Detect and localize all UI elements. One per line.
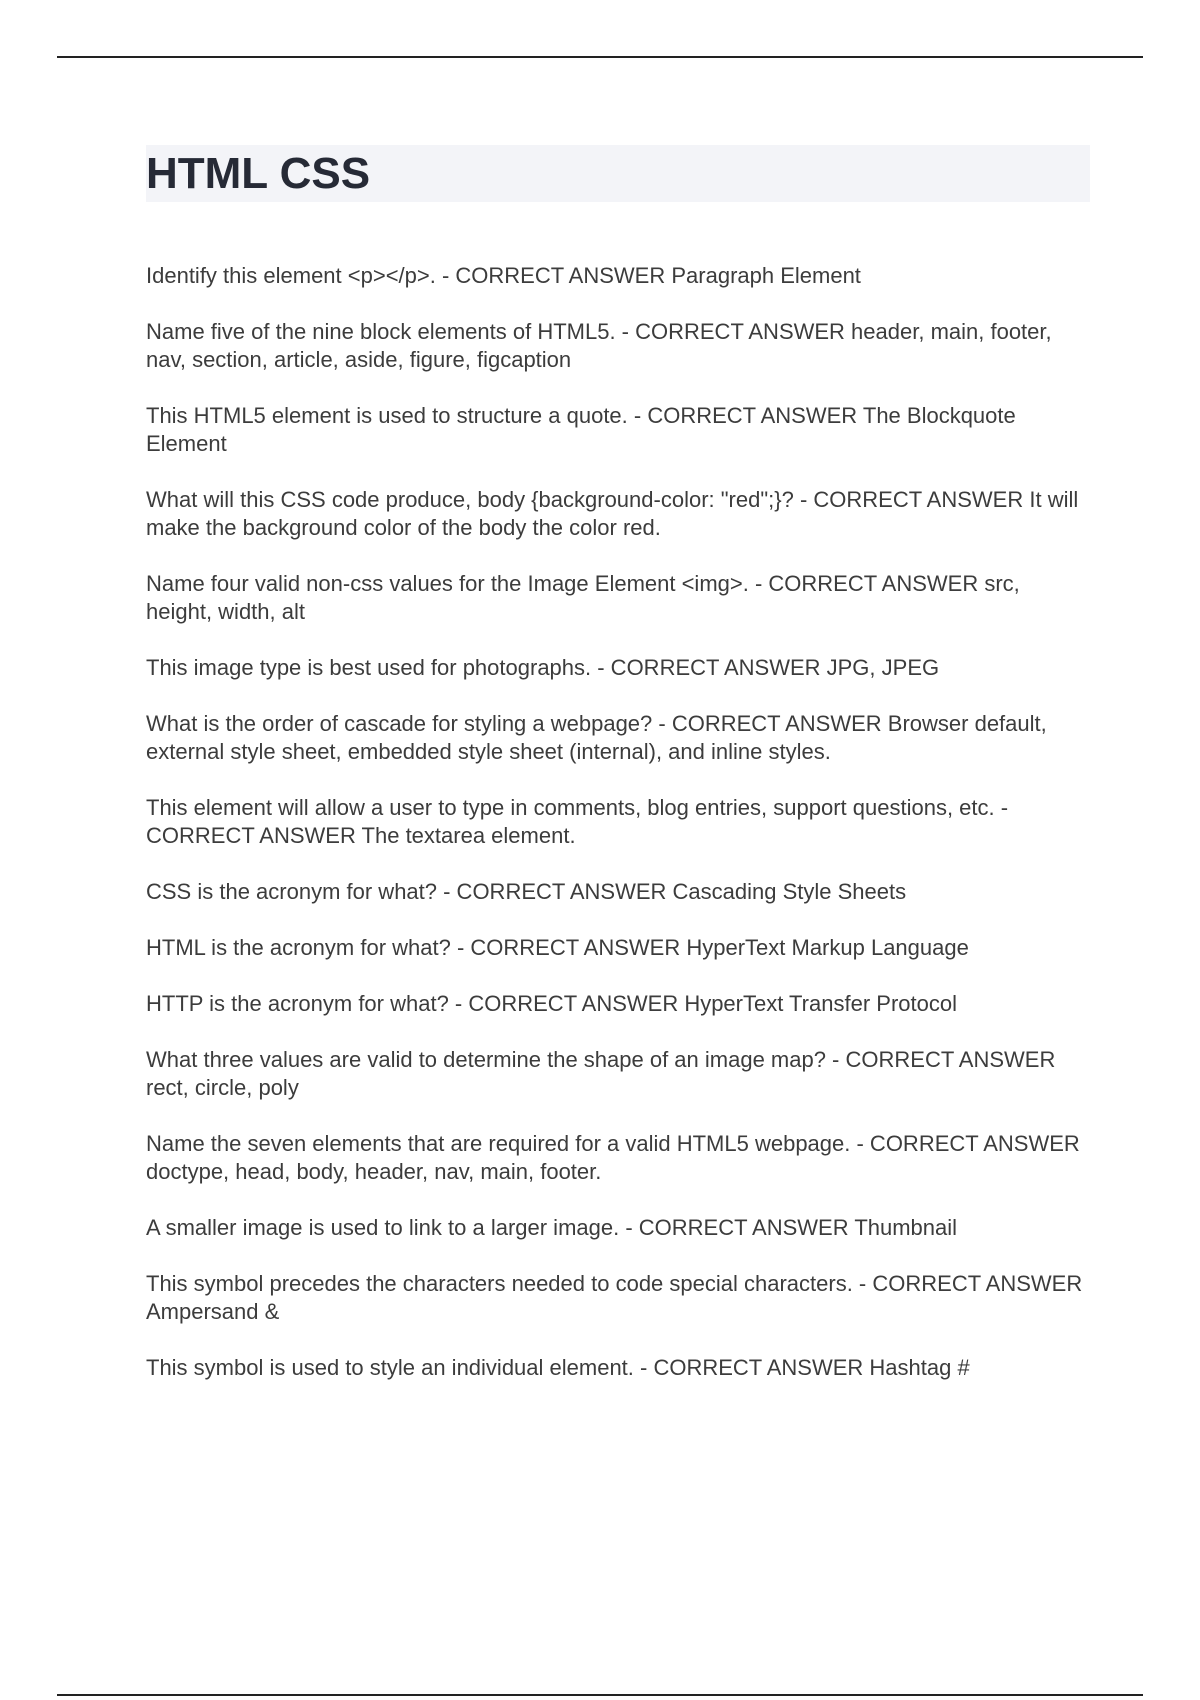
- qa-item: CSS is the acronym for what? - CORRECT ANSWER Cascading Style Sheets: [146, 879, 907, 904]
- qa-item: This image type is best used for photographs. - CORRECT ANSWER JPG, JPEG: [146, 655, 940, 680]
- qa-item: This HTML5 element is used to structure a quote. - CORRECT ANSWER The Blockquote Element: [146, 403, 1022, 456]
- qa-item: HTML is the acronym for what? - CORRECT ANSWER HyperText Markup Language: [146, 935, 969, 960]
- bottom-rule: [57, 1694, 1143, 1696]
- qa-item: This symbol is used to style an individual element. - CORRECT ANSWER Hashtag #: [146, 1355, 970, 1380]
- qa-item: What will this CSS code produce, body {background-color: "red";}? - CORRECT ANSWER It will make the background color of the body the color red.: [146, 487, 1085, 540]
- top-rule: [57, 56, 1143, 58]
- qa-item: A smaller image is used to link to a larger image. - CORRECT ANSWER Thumbnail: [146, 1215, 958, 1240]
- qa-item: Name four valid non-css values for the Image Element <img>. - CORRECT ANSWER src, height, width, alt: [146, 571, 1026, 624]
- qa-item: This symbol precedes the characters needed to code special characters. - CORRECT ANSWER Ampersand &: [146, 1271, 1088, 1324]
- qa-item: Name the seven elements that are required for a valid HTML5 webpage. - CORRECT ANSWER doctype, head, body, header, nav, main, footer.: [146, 1131, 1086, 1184]
- qa-item: HTTP is the acronym for what? - CORRECT ANSWER HyperText Transfer Protocol: [146, 991, 957, 1016]
- qa-item: What three values are valid to determine the shape of an image map? - CORRECT ANSWER rect, circle, poly: [146, 1047, 1062, 1100]
- qa-item: This element will allow a user to type in comments, blog entries, support questions, etc. - CORRECT ANSWER The textarea element.: [146, 795, 1015, 848]
- document-body: [146, 145, 1090, 1410]
- title-bar: [146, 145, 1090, 202]
- qa-item: What is the order of cascade for styling a webpage? - CORRECT ANSWER Browser default, external style sheet, embedded style sheet (internal), and inline styles.: [146, 711, 1053, 764]
- qa-item: Name five of the nine block elements of HTML5. - CORRECT ANSWER header, main, footer, nav, section, article, aside, figure, figcaption: [146, 319, 1058, 372]
- qa-item: Identify this element <p></p>. - CORRECT ANSWER Paragraph Element: [146, 263, 861, 288]
- document-title: HTML CSS: [146, 148, 371, 198]
- qa-list: [146, 262, 1090, 1382]
